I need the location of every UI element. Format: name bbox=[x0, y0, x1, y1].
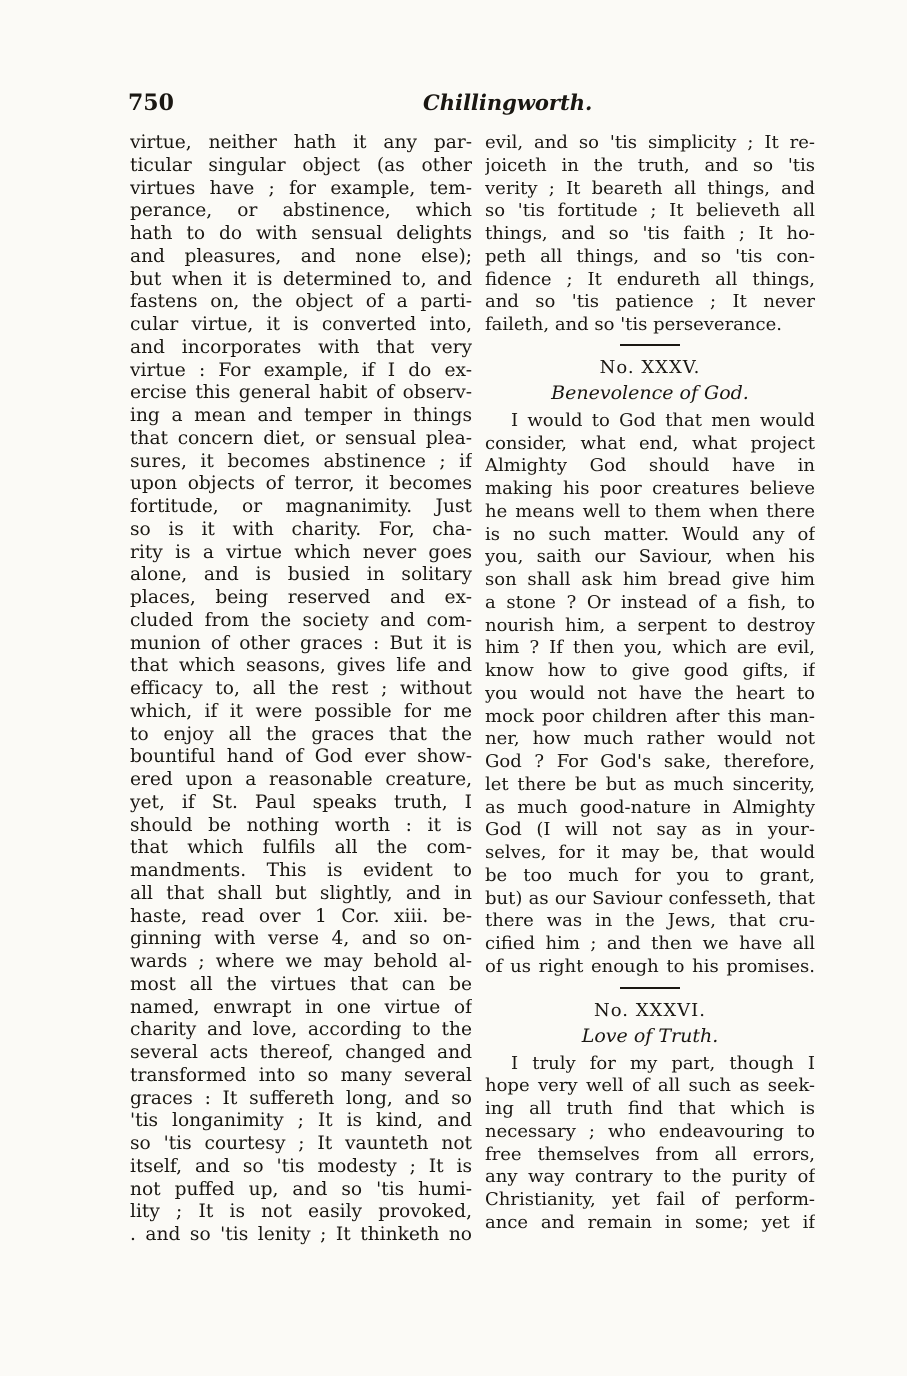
text-line: . and so 'tis lenity ; It thinketh no bbox=[130, 1224, 472, 1245]
text-line: I truly for my part, though I bbox=[511, 1052, 815, 1074]
text-line: faileth, and so 'tis perseverance. bbox=[485, 314, 782, 335]
text-line: verity ; It beareth all things, and bbox=[485, 177, 815, 199]
page-header bbox=[128, 90, 828, 120]
text-line: a stone ? Or instead of a fish, to bbox=[485, 591, 815, 613]
text-line: making his poor creatures believe bbox=[485, 478, 815, 499]
text-line: transformed into so many several bbox=[130, 1064, 472, 1086]
text-line: and pleasures, and none else); bbox=[130, 245, 472, 267]
text-line: any way contrary to the purity of bbox=[485, 1166, 815, 1188]
text-line: so is it with charity. For, cha- bbox=[130, 518, 472, 540]
text-line: virtue : For example, if I do ex- bbox=[130, 359, 472, 381]
text-line: nourish him, a serpent to destroy bbox=[485, 614, 815, 636]
text-line: Almighty God should have in bbox=[485, 455, 815, 477]
text-line: which, if it were possible for me bbox=[130, 700, 472, 722]
text-line: you, saith our Saviour, when his bbox=[485, 546, 815, 568]
text-line: places, being reserved and ex- bbox=[130, 587, 472, 608]
text-line: to enjoy all the graces that the bbox=[130, 723, 472, 745]
text-line: be too much for you to grant, bbox=[485, 864, 815, 886]
text-line: free themselves from all errors, bbox=[485, 1143, 815, 1165]
text-line: him ? If then you, which are evil, bbox=[485, 637, 815, 659]
text-line: sures, it becomes abstinence ; if bbox=[130, 450, 472, 472]
section-number: No. XXXVI. bbox=[594, 999, 706, 1021]
text-line: munion of other graces : But it is bbox=[130, 632, 472, 654]
text-line: ing a mean and temper in things bbox=[130, 405, 472, 426]
text-line: fastens on, the object of a parti- bbox=[130, 291, 472, 313]
text-line: so 'tis fortitude ; It believeth all bbox=[485, 200, 815, 222]
section-divider bbox=[620, 344, 680, 346]
text-line: so 'tis courtesy ; It vaunteth not bbox=[130, 1133, 472, 1154]
section-body bbox=[485, 410, 815, 979]
text-line: itself, and so 'tis modesty ; It is bbox=[130, 1155, 472, 1177]
text-line: hath to do with sensual delights bbox=[130, 223, 472, 244]
text-line: evil, and so 'tis simplicity ; It re- bbox=[485, 132, 815, 153]
text-line: but when it is determined to, and bbox=[130, 268, 472, 290]
text-line: graces : It suffereth long, and so bbox=[130, 1087, 472, 1109]
text-line: most all the virtues that can be bbox=[130, 973, 472, 995]
text-line: ticular singular object (as other bbox=[130, 154, 472, 176]
text-line: efficacy to, all the rest ; without bbox=[130, 678, 472, 699]
text-line: let there be but as much sincerity, bbox=[485, 773, 815, 795]
text-line: virtue, neither hath it any par- bbox=[130, 132, 472, 153]
text-line: ing all truth find that which is bbox=[485, 1098, 815, 1119]
text-line: all that shall but slightly, and in bbox=[130, 882, 472, 904]
text-line: mandments. This is evident to bbox=[130, 860, 472, 881]
text-line: know how to give good gifts, if bbox=[485, 660, 815, 681]
text-line: rity is a virtue which never goes bbox=[130, 541, 472, 563]
text-line: that concern diet, or sensual plea- bbox=[130, 427, 472, 449]
text-line: he means well to them when there bbox=[485, 500, 815, 522]
text-line: virtues have ; for example, tem- bbox=[130, 177, 472, 199]
text-line: selves, for it may be, that would bbox=[485, 842, 815, 863]
text-line: yet, if St. Paul speaks truth, I bbox=[130, 791, 472, 813]
section-body bbox=[485, 1053, 815, 1235]
text-line: hope very well of all such as seek- bbox=[485, 1075, 815, 1097]
text-line: you would not have the heart to bbox=[485, 682, 815, 704]
text-line: bountiful hand of God ever show- bbox=[130, 746, 472, 768]
text-line: should be nothing worth : it is bbox=[130, 814, 472, 836]
section-title: Love of Truth. bbox=[581, 1024, 719, 1047]
text-line: as much good-nature in Almighty bbox=[485, 796, 815, 818]
text-line: ginning with verse 4, and so on- bbox=[130, 928, 472, 950]
text-line: God ? For God's sake, therefore, bbox=[485, 751, 815, 772]
text-line: but) as our Saviour confesseth, that bbox=[485, 887, 815, 909]
text-line: things, and so 'tis faith ; It ho- bbox=[485, 223, 815, 244]
text-line: charity and love, according to the bbox=[130, 1019, 472, 1041]
text-line: lity ; It is not easily provoked, bbox=[130, 1201, 472, 1223]
text-line: fortitude, or magnanimity. Just bbox=[130, 496, 472, 517]
text-line: ercise this general habit of observ- bbox=[130, 382, 472, 404]
text-line: ered upon a reasonable creature, bbox=[130, 769, 472, 790]
text-line: necessary ; who endeavouring to bbox=[485, 1120, 815, 1142]
text-line: I would to God that men would bbox=[511, 409, 815, 431]
text-line: God (I will not say as in your- bbox=[485, 819, 815, 841]
left-column bbox=[130, 132, 472, 1247]
text-line: ner, how much rather would not bbox=[485, 728, 815, 750]
text-line: fidence ; It endureth all things, bbox=[485, 268, 815, 290]
text-line: that which fulfils all the com- bbox=[130, 837, 472, 859]
text-line: there was in the Jews, that cru- bbox=[485, 910, 815, 932]
text-line: upon objects of terror, it becomes bbox=[130, 473, 472, 495]
section-divider bbox=[620, 987, 680, 989]
page-number: 750 bbox=[128, 90, 174, 116]
text-line: and so 'tis patience ; It never bbox=[485, 291, 815, 313]
text-line: joiceth in the truth, and so 'tis bbox=[485, 154, 815, 176]
section-title: Benevolence of God. bbox=[551, 381, 749, 404]
running-title: Chillingworth. bbox=[423, 90, 593, 115]
text-line: that which seasons, gives life and bbox=[130, 655, 472, 677]
text-line: Christianity, yet fail of perform- bbox=[485, 1189, 815, 1210]
text-line: and incorporates with that very bbox=[130, 336, 472, 358]
text-line: named, enwrapt in one virtue of bbox=[130, 996, 472, 1018]
text-line: cular virtue, it is converted into, bbox=[130, 314, 472, 335]
text-line: son shall ask him bread give him bbox=[485, 569, 815, 590]
text-line: perance, or abstinence, which bbox=[130, 200, 472, 222]
right-column bbox=[485, 132, 815, 1235]
text-line: of us right enough to his promises. bbox=[485, 955, 815, 977]
text-line: consider, what end, what project bbox=[485, 432, 815, 454]
section-number: No. XXXV. bbox=[599, 356, 701, 378]
text-line: cluded from the society and com- bbox=[130, 609, 472, 631]
text-line: cified him ; and then we have all bbox=[485, 933, 815, 954]
text-line: peth all things, and so 'tis con- bbox=[485, 245, 815, 267]
text-line: haste, read over 1 Cor. xiii. be- bbox=[130, 905, 472, 927]
text-line: mock poor children after this man- bbox=[485, 705, 815, 727]
text-line: 'tis longanimity ; It is kind, and bbox=[130, 1110, 472, 1132]
text-line: not puffed up, and so 'tis humi- bbox=[130, 1178, 472, 1200]
right-intro-text bbox=[485, 132, 815, 337]
text-line: wards ; where we may behold al- bbox=[130, 951, 472, 972]
text-line: is no such matter. Would any of bbox=[485, 523, 815, 545]
text-line: ance and remain in some; yet if bbox=[485, 1211, 815, 1233]
text-line: several acts thereof, changed and bbox=[130, 1042, 472, 1063]
text-line: alone, and is busied in solitary bbox=[130, 564, 472, 586]
